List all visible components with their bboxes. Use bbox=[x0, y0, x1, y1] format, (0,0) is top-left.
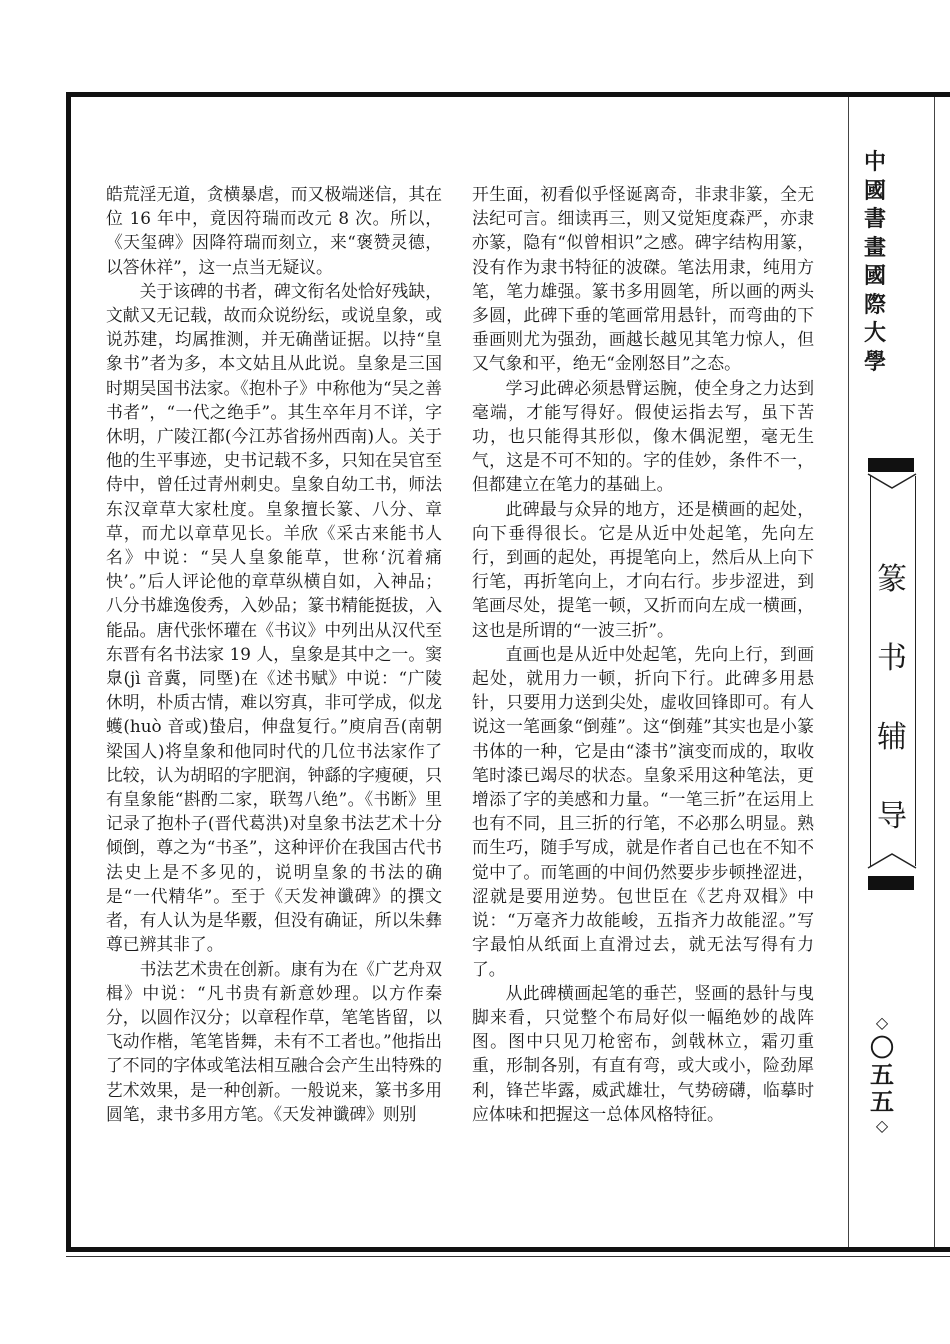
left-text-column bbox=[106, 182, 442, 1126]
frame-left-border bbox=[66, 92, 71, 1252]
section-title: 篆书辅导 bbox=[877, 562, 907, 834]
paragraph: 学习此碑必须悬臂运腕，使全身之力达到毫端，才能写得好。假使运指去写，虽下苦功，也只能得其形似，像木偶泥塑，毫无生气，这是不可不知的。字的佳妙，条件不一，但都建立在笔力的基础上。 bbox=[472, 377, 814, 495]
chevron-up-ornament bbox=[862, 852, 922, 870]
page-number-block bbox=[862, 1012, 902, 1137]
university-name: 中國書畫國際大學 bbox=[863, 149, 886, 375]
page-number: 〇五五 bbox=[870, 1033, 894, 1116]
frame-bottom-rule bbox=[66, 1256, 950, 1257]
frame-bottom-border bbox=[66, 1247, 950, 1252]
paragraph: 皓荒淫无道，贪横暴虐，而又极端迷信，其在位 16 年中，竟因符瑞而改元 8 次。所以，《天玺碑》因降符瑞而刻立，来“褒赞灵德，以答休祥”，这一点当无疑议。 bbox=[106, 184, 442, 277]
section-tab-bottom-band bbox=[868, 876, 914, 890]
paragraph: 关于该碑的书者，碑文衔名处恰好残缺，文献又无记载，故而众说纷纭，或说皇象，或说苏建，均属推测，并无确凿证据。以持“皇象书”者为多，本文姑且从此说。皇象是三国时期吴国书法家。《抱朴子》中称他为“吴之善书者”，“一代之绝手”。其生卒年月不详，字休明，广陵江都(今江苏省扬州西南)人。关于他的生平事迹，史书记载不多，只知在吴官至侍中，曾任过青州刺史。皇象自幼工书，师法东汉章草大家杜度。皇象擅长篆、八分、章草，而尤以章草见长。羊欣《采古来能书人名》中说：“吴人皇象能草，世称‘沉着痛快’。”后人评论他的章草纵横自如，入神品；八分书雄逸俊秀，入妙品；篆书精能挺拔，入能品。唐代张怀瓘在《书议》中列出从汉代至东晋有名书法家 19 人，皇象是其中之一。窦臮(jì 音冀，同塈)在《述书赋》中说：“广陵休明，朴质古情，难以穷真，非可学成，似龙蠖(huò 音或)蛰启，伸盘复行。”庾肩吾(南朝梁国人)将皇象和他同时代的几位书法家作了比较，认为胡昭的字肥润，钟繇的字瘦硬，只有皇象能“斟酌二家，联驾八绝”。《书断》里记录了抱朴子(晋代葛洪)对皇象书法艺术十分倾倒，尊之为“书圣”，这种评价在我国古代书法史上是不多见的，说明皇象的书法的确是“一代精华”。至于《天发神谶碑》的撰文者，有人认为是华覈，但没有确证，所以朱彝尊已辨其非了。 bbox=[106, 280, 443, 955]
paragraph: 此碑最与众异的地方，还是横画的起处，向下垂得很长。它是从近中处起笔，先向左行，到画的起处，再提笔向上，然后从上向下行笔，再折笔向上，才向右行。步步涩进，到笔画尽处，提笔一顿，又折而向左成一横画，这也是所谓的“一波三折”。 bbox=[472, 498, 814, 640]
frame-top-border bbox=[66, 92, 950, 97]
paragraph: 开生面，初看似乎怪诞离奇，非隶非篆，全无法纪可言。细读再三，则又觉矩度森严，亦隶亦篆，隐有“似曾相识”之感。碑字结构用篆，没有作为隶书特征的波磔。笔法用隶，纯用方笔，笔力雄强。篆书多用圆笔，所以画的两头多圆，此碑下垂的笔画常用悬针，而弯曲的下垂画则尤为强劲，画越长越见其笔力惊人，但又气象和平，绝无“金刚怒目”之态。 bbox=[472, 184, 814, 374]
sidebar-left-rule bbox=[848, 97, 849, 1247]
diamond-ornament-bottom: ◇ bbox=[875, 1116, 889, 1135]
section-tab-top-band bbox=[868, 458, 914, 472]
paragraph: 直画也是从近中处起笔，先向上行，到画起处，就用力一顿，折向下行。此碑多用悬针，只要用力送到尖处，虚收回锋即可。有人说这一笔画象“倒薤”。这“倒薤”其实也是小篆书体的一种，它是由“漆书”演变而成的，取收笔时漆已竭尽的状态。皇象采用这种笔法，更增添了字的美感和力量。“一笔三折”在运用上也有不同，且三折的行笔，不必那么明显。熟而生巧，随手写成，就是作者自己也在不知不觉中了。而笔画的中间仍然要步步顿挫涩进，涩就是要用逆势。包世臣在《艺舟双楫》中说：“万毫齐力故能峻，五指齐力故能涩。”写字最怕从纸面上直滑过去，就无法写得有力了。 bbox=[472, 643, 814, 979]
paragraph: 从此碑横画起笔的垂芒，竖画的悬针与曳脚来看，只觉整个布局好似一幅绝妙的战阵图。图中只见刀枪密布，剑戟林立，霜刃重重，形制各别，有直有弯，或大或小，险劲犀利，锋芒毕露，威武雄壮，气势磅礴，临摹时应体味和把握这一总体风格特征。 bbox=[472, 982, 814, 1124]
sidebar-right-rule bbox=[934, 97, 935, 1247]
right-text-column bbox=[472, 182, 814, 1126]
diamond-ornament-top: ◇ bbox=[875, 1013, 889, 1032]
paragraph: 书法艺术贵在创新。康有为在《广艺舟双楫》中说：“凡书贵有新意妙理。以方作秦分，以圆作汉分；以章程作草，笔笔皆留，以飞动作楷，笔笔皆舞，未有不工者也。”他指出了不同的字体或笔法相互融合会产生出特殊的艺术效果，是一种创新。一般说来，篆书多用圆笔，隶书多用方笔。《天发神谶碑》则别 bbox=[106, 958, 442, 1124]
